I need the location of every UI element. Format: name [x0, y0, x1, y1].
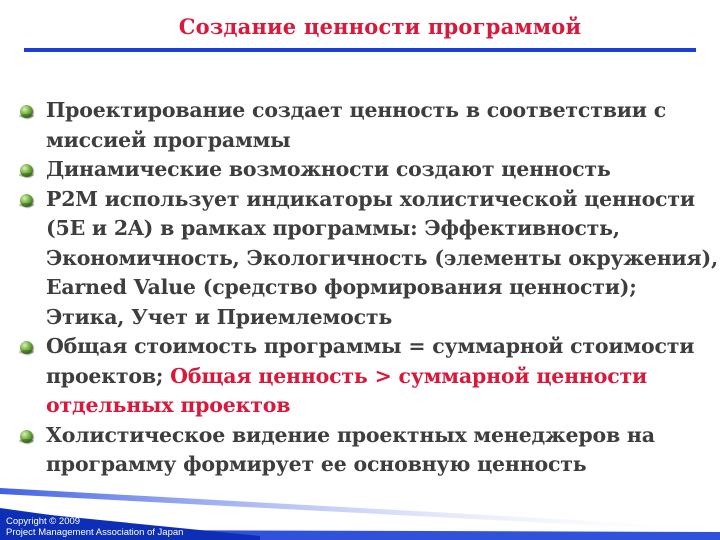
bullet-text: программу формирует ее основную ценность [46, 452, 587, 476]
bullet-text: Этика, Учет и Приемлемость [46, 304, 393, 329]
green-sphere-bullet-icon [20, 105, 33, 118]
bullet-text: Экономичность, Экологичность (элементы окружения), [46, 245, 718, 270]
green-sphere-bullet-icon [20, 430, 33, 443]
bullet-5-line-1 [18, 421, 720, 451]
bullet-3-line-1 [18, 185, 720, 215]
slide-title: Создание ценности программой [178, 14, 582, 39]
bullet-3-line-3 [18, 244, 720, 274]
slide-content [18, 96, 720, 480]
bullet-text: Earned Value (средство формирования ценности); [46, 275, 637, 299]
bullet-text: Динамические возможности создают ценность [46, 157, 611, 181]
bullet-text: Общая стоимость программы = суммарной стоимости [46, 334, 695, 358]
title-underline [24, 48, 696, 52]
bullet-3-line-2 [18, 214, 720, 244]
bullet-4-line-1 [18, 332, 720, 362]
bullet-1-line-2 [18, 126, 720, 156]
copyright-notice [6, 516, 183, 538]
bullet-4-line-2 [18, 362, 720, 392]
copyright-line: Copyright © 2009 [6, 516, 81, 527]
green-sphere-bullet-icon [20, 341, 33, 354]
bullet-4-line-3 [18, 391, 720, 421]
bullet-1-line-1 [18, 96, 720, 126]
bullet-text: (5E и 2A) в рамках программы: Эффективность, [46, 216, 620, 240]
bullet-text: проектов; [46, 363, 164, 388]
green-sphere-bullet-icon [20, 164, 33, 177]
green-sphere-bullet-icon [20, 194, 33, 207]
bullet-text: P2M использует индикаторы холистической ценности [46, 186, 695, 211]
bullet-5-line-2 [18, 450, 720, 480]
highlighted-text: Общая ценность > суммарной ценности [163, 363, 647, 388]
bullet-2-line-1 [18, 155, 720, 185]
highlighted-text: отдельных проектов [46, 393, 291, 417]
bullet-3-line-4 [18, 273, 720, 303]
copyright-organization: Project Management Association of Japan [6, 527, 184, 538]
bullet-3-line-5 [18, 303, 720, 333]
bullet-text: Холистическое видение проектных менеджеров на [46, 422, 655, 447]
bullet-text: миссией программы [46, 127, 291, 152]
bullet-text: Проектирование создает ценность в соответствии с [46, 98, 666, 122]
